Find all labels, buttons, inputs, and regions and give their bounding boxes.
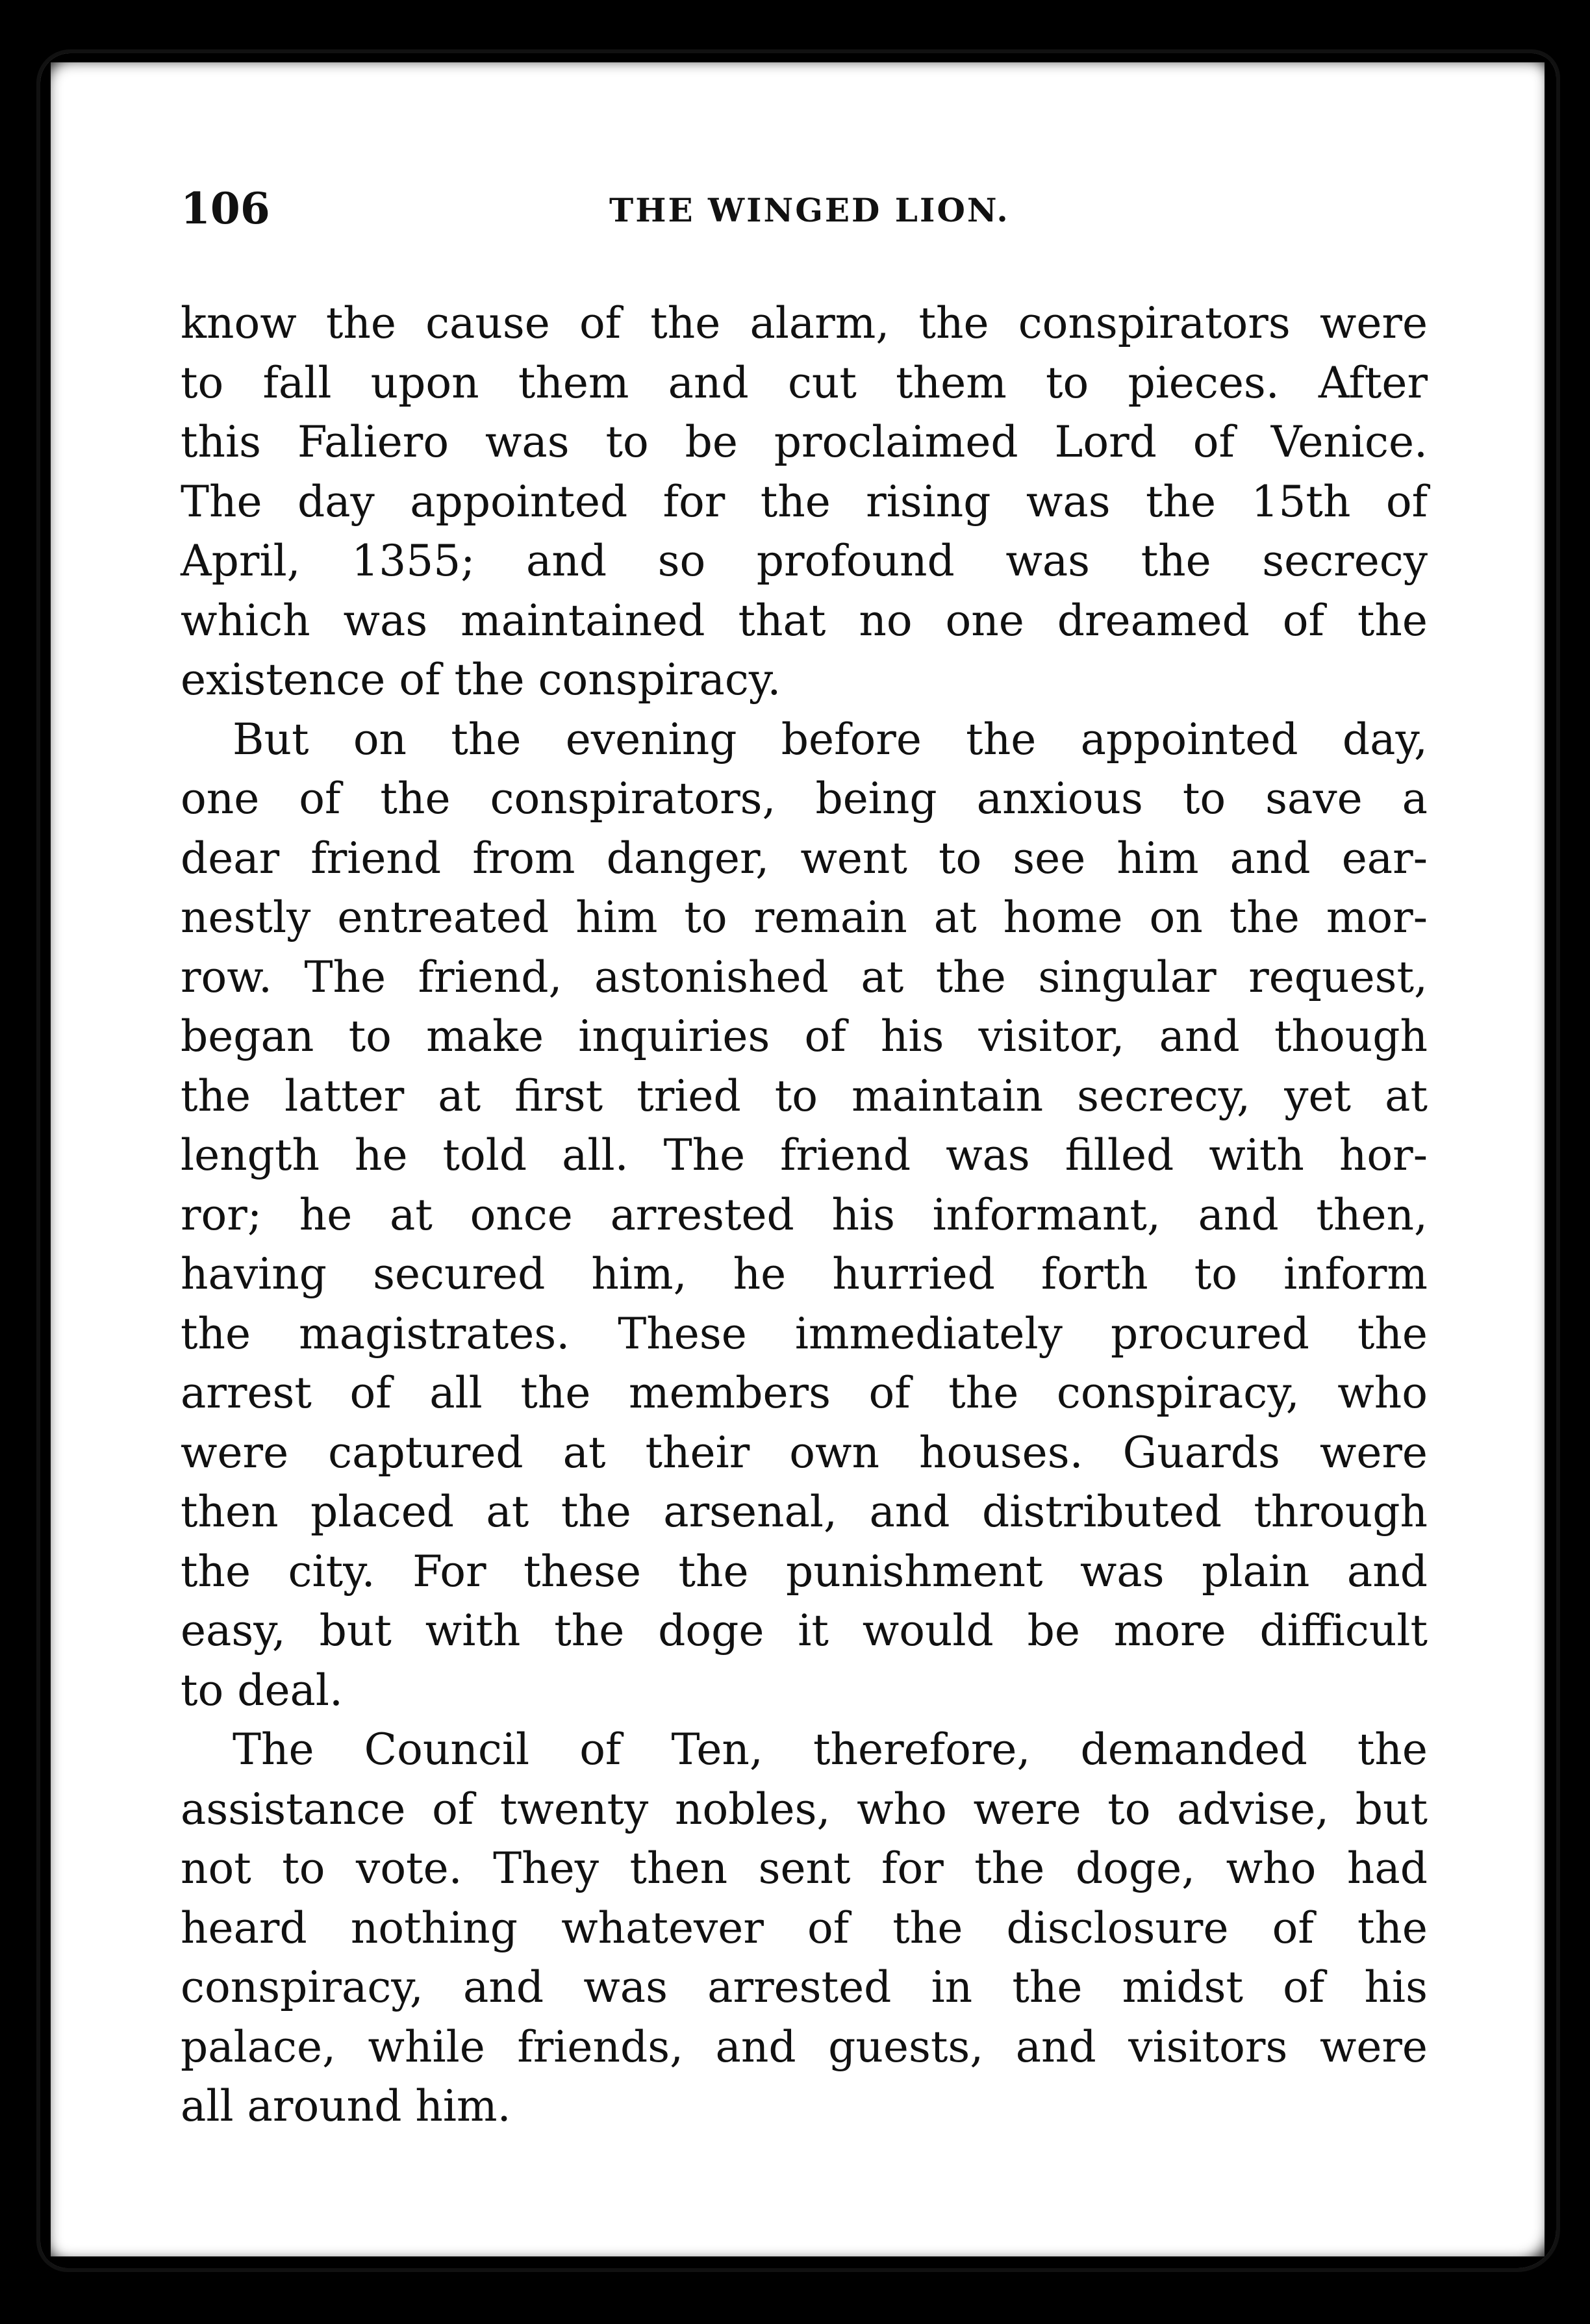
paragraph-2: [181, 710, 1428, 1721]
left-edge-damage: [40, 53, 51, 2268]
text-line: which was maintained that no one dreamed of the: [181, 595, 1428, 646]
text-line: The day appointed for the rising was the 15th of: [181, 476, 1428, 527]
text-line: The Council of Ten, therefore, demanded the: [233, 1724, 1428, 1775]
text-line: not to vote. They then sent for the doge, who had: [181, 1843, 1428, 1893]
text-line: ror; he at once arrested his informant, and then,: [181, 1189, 1428, 1240]
text-line: easy, but with the doge it would be more difficult: [181, 1606, 1428, 1656]
text-line: to fall upon them and cut them to pieces. After: [181, 357, 1428, 408]
body-text: [181, 294, 1428, 2136]
text-line: palace, while friends, and guests, and visitors were: [181, 2021, 1428, 2072]
text-line: dear friend from danger, went to see him and ear-: [181, 833, 1428, 883]
page-number: 106: [181, 183, 270, 234]
text-line: conspiracy, and was arrested in the midst of his: [181, 1962, 1428, 2012]
text-line: to deal.: [181, 1665, 343, 1715]
text-line: know the cause of the alarm, the conspirators were: [181, 298, 1428, 348]
text-line: all around him.: [181, 2081, 511, 2131]
paragraph-3: [181, 1720, 1428, 2136]
text-line: this Faliero was to be proclaimed Lord of Venice.: [181, 417, 1428, 467]
running-head: THE WINGED LION.: [609, 191, 1010, 229]
text-line: assistance of twenty nobles, who were to advise, but: [181, 1784, 1428, 1834]
text-line: the latter at first tried to maintain secrecy, yet at: [181, 1070, 1428, 1121]
top-edge-damage: [40, 53, 1556, 62]
text-line: one of the conspirators, being anxious to save a: [181, 774, 1428, 824]
text-line: existence of the conspiracy.: [181, 655, 781, 705]
text-line: were captured at their own houses. Guards were: [181, 1427, 1428, 1478]
text-line: the city. For these the punishment was plain and: [181, 1546, 1428, 1597]
text-line: length he told all. The friend was filled with hor-: [181, 1130, 1428, 1180]
text-line: the magistrates. These immediately procured the: [181, 1308, 1428, 1359]
text-line: April, 1355; and so profound was the secrecy: [181, 536, 1428, 586]
paragraph-1: [181, 294, 1428, 710]
text-line: began to make inquiries of his visitor, and though: [181, 1011, 1428, 1061]
text-line: arrest of all the members of the conspiracy, who: [181, 1368, 1428, 1418]
right-edge-damage: [1545, 53, 1556, 2268]
page-header: [181, 183, 1415, 255]
text-line: having secured him, he hurried forth to inform: [181, 1249, 1428, 1299]
text-line: But on the evening before the appointed day,: [233, 714, 1428, 764]
text-line: row. The friend, astonished at the singular request,: [181, 952, 1428, 1002]
text-line: nestly entreated him to remain at home on the mor-: [181, 892, 1428, 942]
bottom-edge-damage: [40, 2256, 1556, 2268]
text-line: then placed at the arsenal, and distributed through: [181, 1487, 1428, 1537]
text-line: heard nothing whatever of the disclosure of the: [181, 1902, 1428, 1953]
